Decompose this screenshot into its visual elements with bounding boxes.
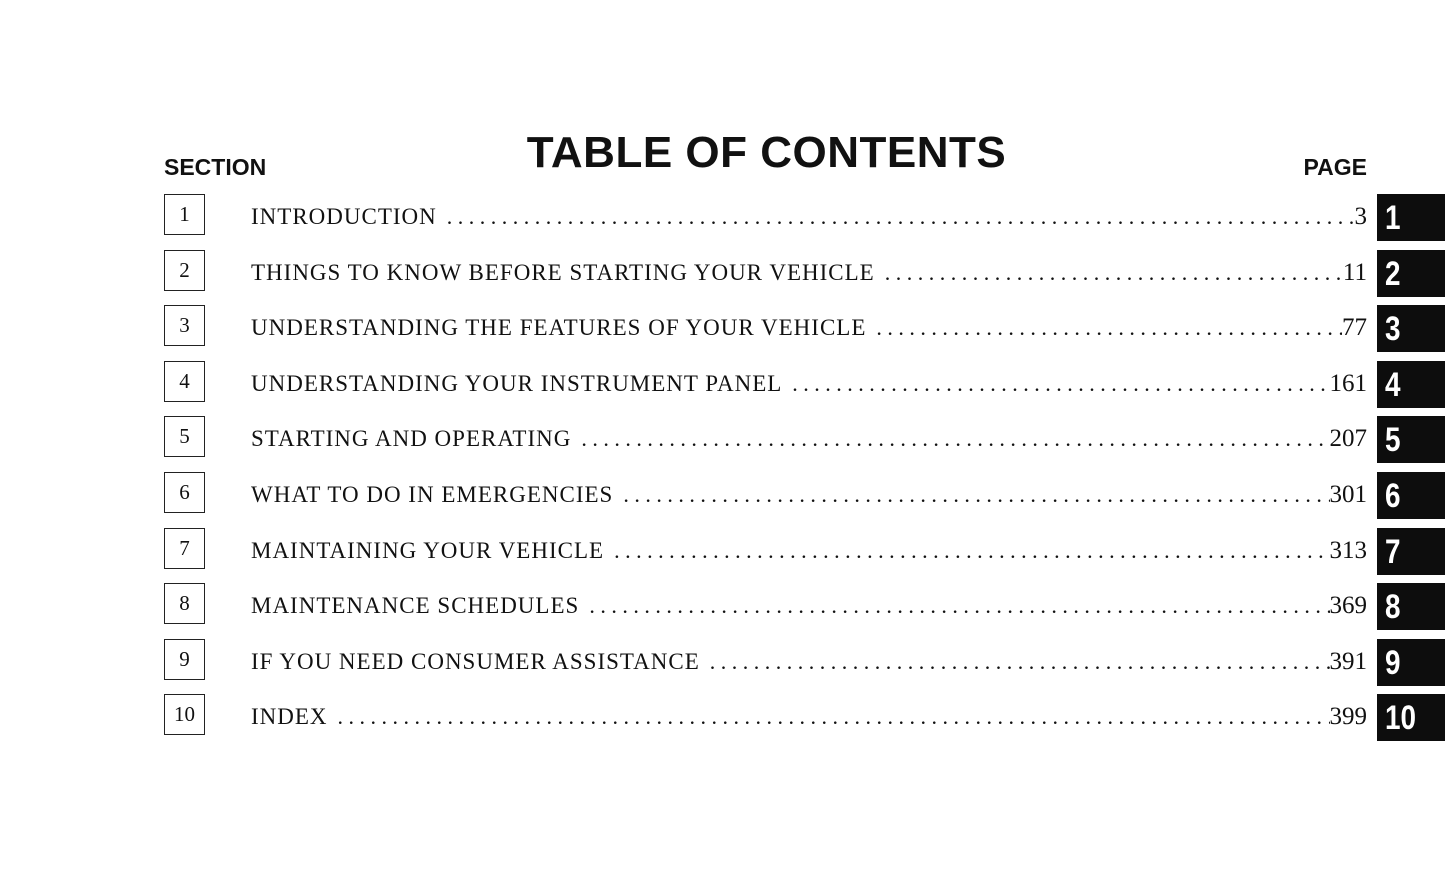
section-number-box: 1 bbox=[164, 194, 205, 235]
toc-entry-page: 399 bbox=[1329, 703, 1367, 731]
section-number-box: 2 bbox=[164, 250, 205, 291]
toc-entry[interactable] bbox=[251, 645, 1367, 679]
toc-entry-page: 313 bbox=[1329, 536, 1367, 564]
section-number-box: 5 bbox=[164, 416, 205, 457]
toc-entry-page: 77 bbox=[1342, 314, 1367, 342]
dot-leader bbox=[447, 200, 1355, 234]
toc-entry-page: 161 bbox=[1329, 369, 1367, 397]
toc-entry-title: INTRODUCTION bbox=[251, 204, 437, 229]
toc-entry[interactable] bbox=[251, 534, 1367, 568]
toc-entry[interactable] bbox=[251, 200, 1367, 234]
dot-leader bbox=[338, 700, 1330, 734]
section-tab-label: 3 bbox=[1385, 310, 1401, 349]
dot-leader bbox=[623, 478, 1329, 512]
section-tab-label: 8 bbox=[1385, 588, 1401, 627]
section-number-box: 10 bbox=[164, 694, 205, 735]
section-tab[interactable] bbox=[1377, 639, 1445, 686]
toc-list bbox=[164, 194, 1445, 750]
toc-entry[interactable] bbox=[251, 311, 1367, 345]
toc-entry-page: 11 bbox=[1342, 258, 1367, 286]
toc-entry-title: IF YOU NEED CONSUMER ASSISTANCE bbox=[251, 648, 700, 674]
section-tab-label: 9 bbox=[1385, 643, 1401, 682]
section-number-box: 3 bbox=[164, 305, 205, 346]
dot-leader bbox=[710, 645, 1330, 679]
section-number-box: 4 bbox=[164, 361, 205, 402]
toc-entry[interactable] bbox=[251, 256, 1367, 290]
section-tab-label: 1 bbox=[1385, 199, 1401, 237]
toc-entry[interactable] bbox=[251, 700, 1367, 734]
section-tab[interactable] bbox=[1377, 694, 1445, 741]
section-tab[interactable] bbox=[1377, 583, 1445, 630]
toc-entry-title: UNDERSTANDING YOUR INSTRUMENT PANEL bbox=[251, 370, 783, 396]
dot-leader bbox=[792, 367, 1329, 401]
section-tab[interactable] bbox=[1377, 194, 1445, 241]
section-number-box: 9 bbox=[164, 639, 205, 680]
section-tab[interactable] bbox=[1377, 416, 1445, 463]
dot-leader bbox=[581, 422, 1329, 456]
section-tab[interactable] bbox=[1377, 472, 1445, 519]
toc-entry-page: 207 bbox=[1329, 425, 1367, 453]
toc-entry[interactable] bbox=[251, 367, 1367, 401]
toc-entry-title: THINGS TO KNOW BEFORE STARTING YOUR VEHICLE bbox=[251, 259, 875, 285]
section-tab-label: 5 bbox=[1385, 421, 1401, 460]
section-tab[interactable] bbox=[1377, 361, 1445, 408]
toc-entry[interactable] bbox=[251, 478, 1367, 512]
dot-leader bbox=[614, 534, 1329, 568]
section-column-header: SECTION bbox=[164, 154, 267, 180]
toc-entry-title: MAINTENANCE SCHEDULES bbox=[251, 593, 580, 619]
section-tab-label: 4 bbox=[1385, 365, 1401, 404]
page-title: TABLE OF CONTENTS bbox=[526, 128, 1007, 177]
toc-row-5[interactable] bbox=[164, 416, 1445, 472]
toc-entry-title: WHAT TO DO IN EMERGENCIES bbox=[251, 481, 614, 507]
section-tab[interactable] bbox=[1377, 250, 1445, 297]
toc-row-3[interactable] bbox=[164, 305, 1445, 361]
toc-entry-title: INDEX bbox=[251, 704, 328, 730]
toc-row-10[interactable] bbox=[164, 694, 1445, 750]
toc-entry-page: 369 bbox=[1329, 592, 1367, 620]
section-number-box: 8 bbox=[164, 583, 205, 624]
toc-row-2[interactable] bbox=[164, 250, 1445, 306]
toc-entry[interactable] bbox=[251, 589, 1367, 623]
dot-leader bbox=[885, 256, 1343, 290]
dot-leader bbox=[589, 589, 1329, 623]
section-tab-label: 10 bbox=[1385, 699, 1417, 738]
toc-row-9[interactable] bbox=[164, 639, 1445, 695]
toc-row-6[interactable] bbox=[164, 472, 1445, 528]
toc-row-8[interactable] bbox=[164, 583, 1445, 639]
section-tab-label: 6 bbox=[1385, 476, 1401, 515]
toc-entry-page: 391 bbox=[1329, 647, 1367, 675]
dot-leader bbox=[876, 311, 1342, 345]
section-tab-label: 7 bbox=[1385, 532, 1401, 571]
toc-entry-title: STARTING AND OPERATING bbox=[251, 426, 572, 452]
toc-entry-title: MAINTAINING YOUR VEHICLE bbox=[251, 537, 605, 563]
section-tab[interactable] bbox=[1377, 528, 1445, 575]
toc-row-1[interactable] bbox=[164, 194, 1445, 250]
page-column-header: PAGE bbox=[1303, 154, 1367, 180]
section-number-box: 6 bbox=[164, 472, 205, 513]
toc-row-4[interactable] bbox=[164, 361, 1445, 417]
toc-entry-page: 3 bbox=[1354, 203, 1367, 230]
section-number-box: 7 bbox=[164, 528, 205, 569]
section-tab[interactable] bbox=[1377, 305, 1445, 352]
toc-entry[interactable] bbox=[251, 422, 1367, 456]
toc-entry-title: UNDERSTANDING THE FEATURES OF YOUR VEHICLE bbox=[251, 315, 867, 341]
toc-row-7[interactable] bbox=[164, 528, 1445, 584]
section-tab-label: 2 bbox=[1385, 254, 1401, 293]
toc-entry-page: 301 bbox=[1329, 480, 1367, 508]
